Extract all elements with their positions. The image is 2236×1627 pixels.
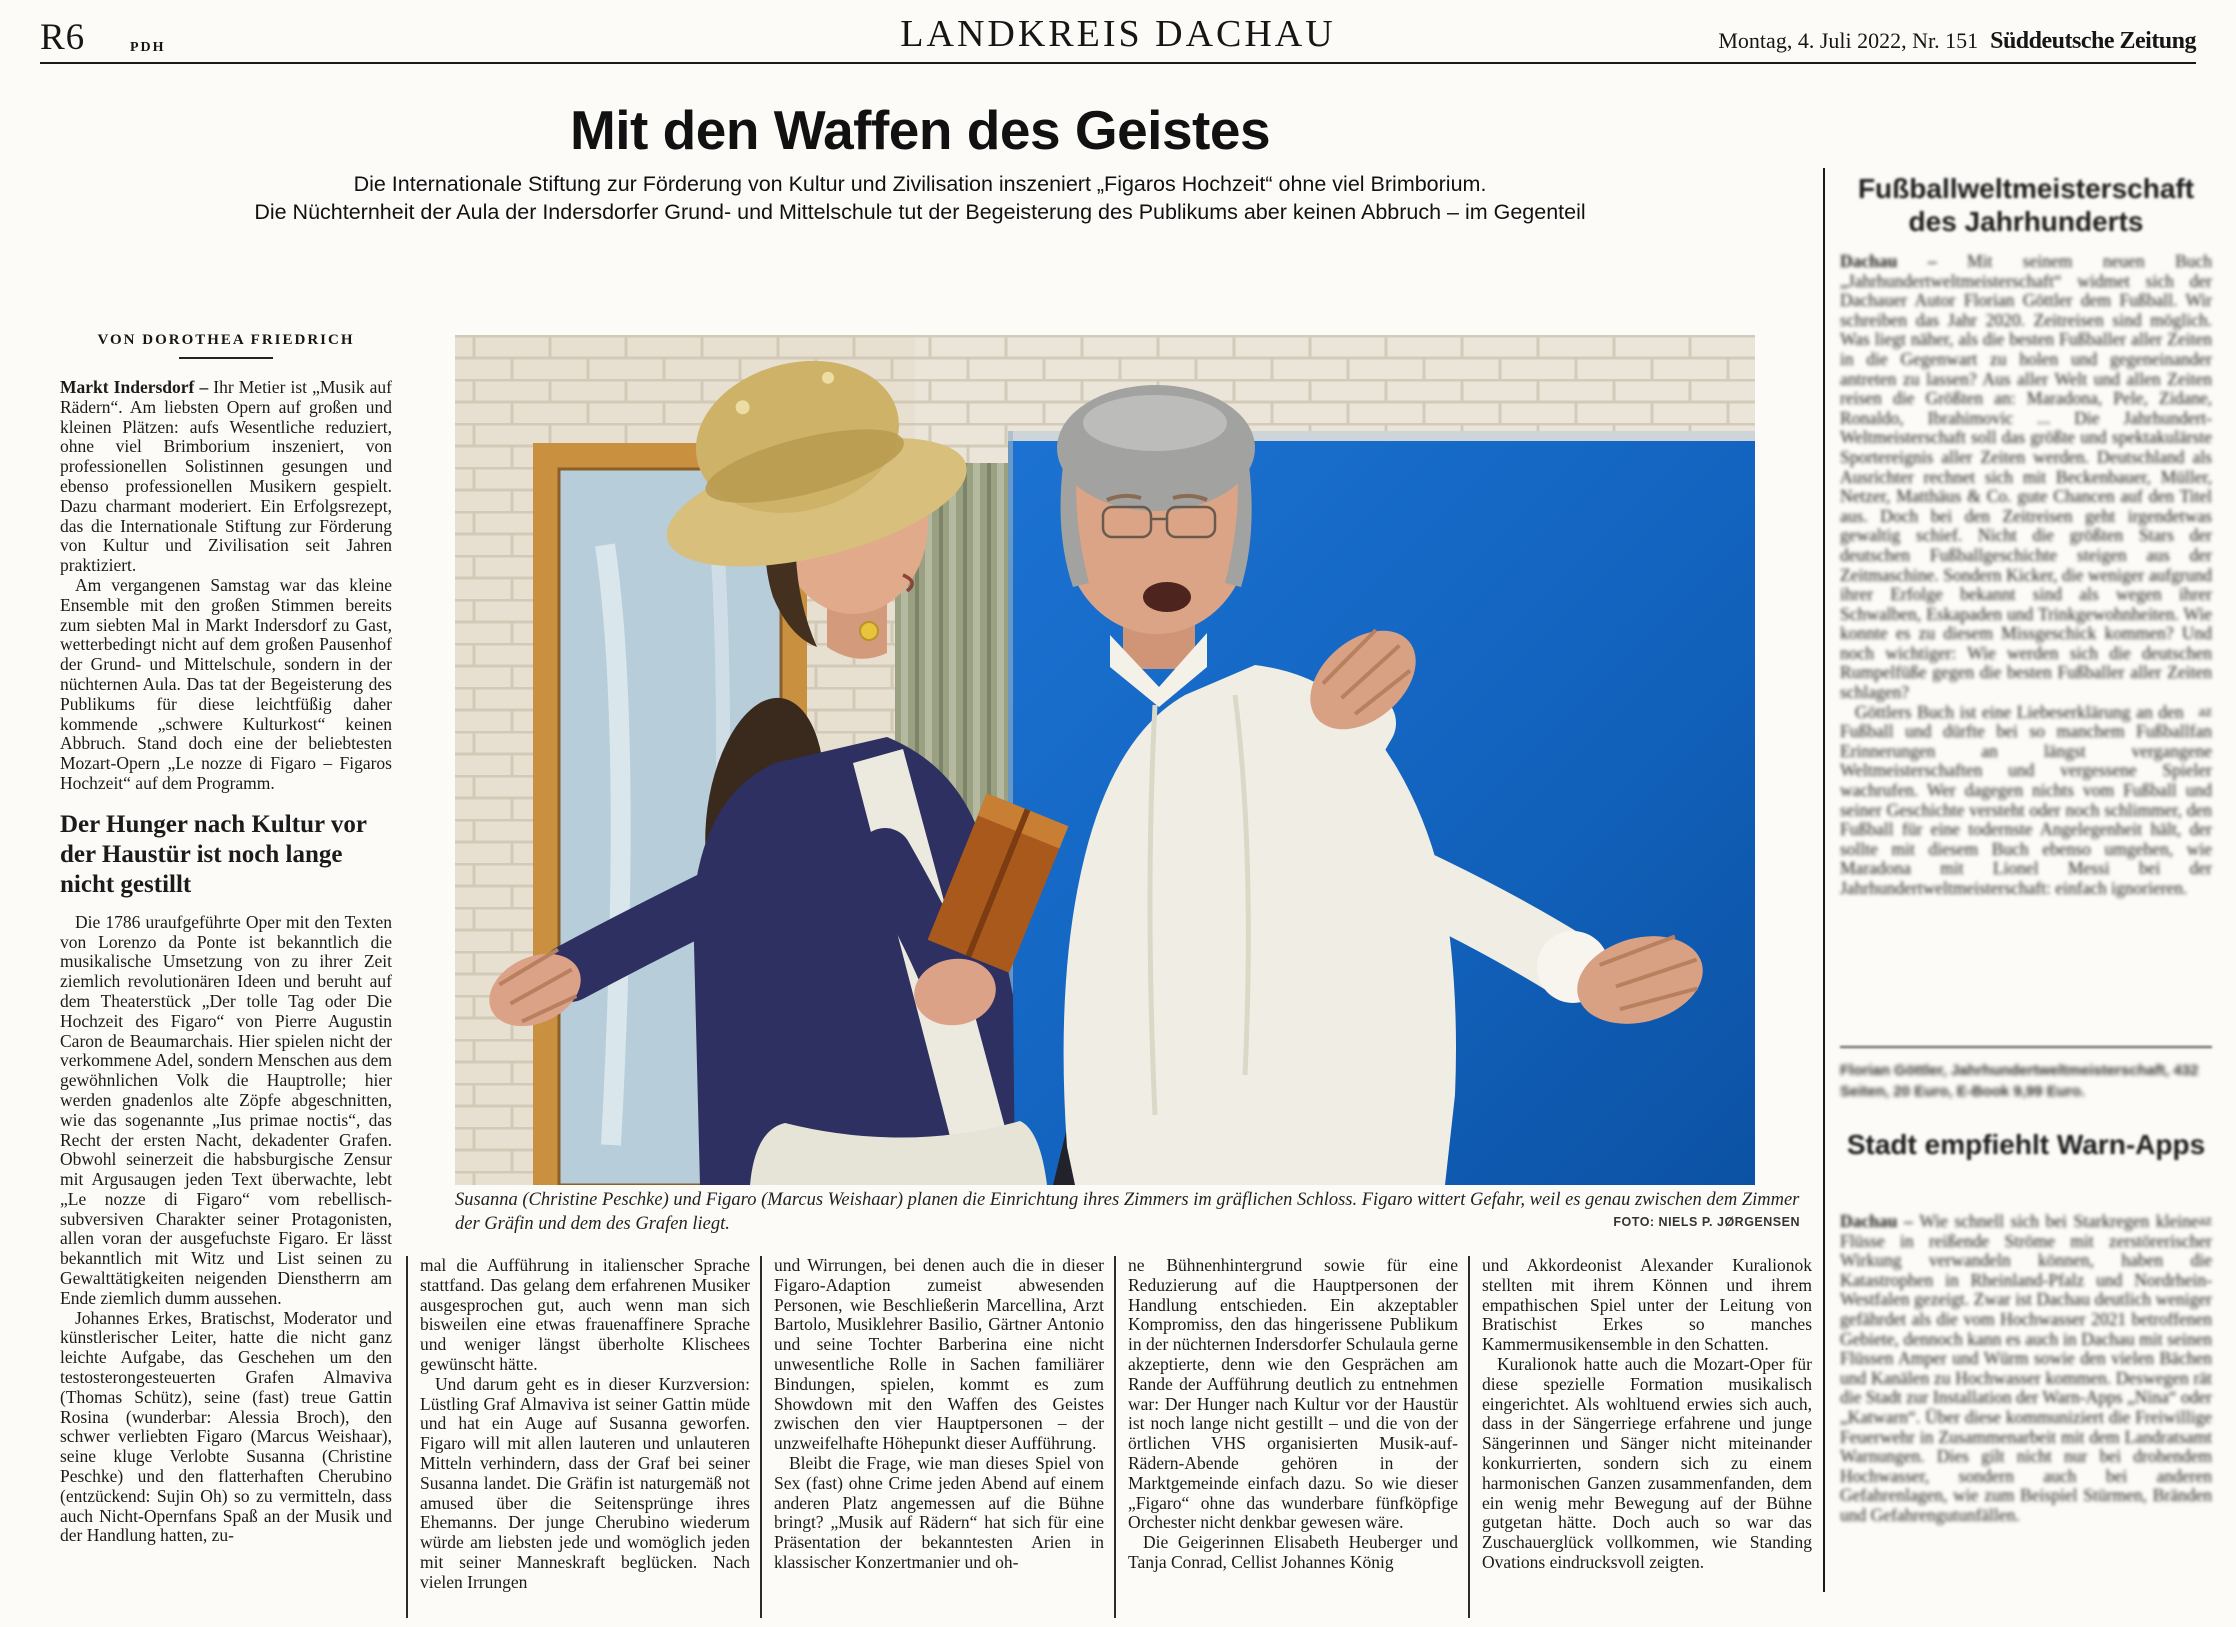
paragraph-text: Wie schnell sich bei Starkregen kleine Flüsse in reißende Ströme mit zerstörerischer Wirkung verwandeln können, haben die Katastrophen in Rheinland-Pfalz und Nordrhein-Westfalen gezeigt. Zwar ist Dachau deutlich weniger gefährdet als die vom Hochwasser 2021 betroffenen Gebiete, dennoch kann es auch in Dachau mit seinen Flüssen Amper und Würm sowie den vielen Bächen und Kanälen zu Hochwasser kommen. Deswegen rät die Stadt zur Installation der Warn-Apps „Nina“ oder „Katwarn“. Über diese kommuniziert die Freiwillige Feuerwehr in Zusammenarbeit mit dem Landratsamt Warnungen. Dies gilt nicht nur bei drohendem Hochwasser, sondern auch bei anderen Gefahrenlagen, wie zum Beispiel Stürmen, Bränden und Gefahrengutunfällen. xyxy=(1840,1212,2212,1525)
dateline-lead-in: Markt Indersdorf – xyxy=(60,378,214,397)
author-initials: az xyxy=(2198,1213,2212,1229)
body-paragraph: Kuralionok hatte auch die Mozart-Oper für diese spezielle Formation musikalisch eingerichtet. Als wohltuend erwies sich auch, dass in der Sängerriege erfahrene und junge Sängerinnen und Sänger nicht miteinander konkurrierten, sondern sich zu einem harmonischen Ganzen zusammenfanden, dem ein wenig mehr Bewegung auf der Bühne gutgetan hätte. Doch auch so war das Zuschauerglück vollkommen, wie Standing Ovations eindrucksvoll zeigten. xyxy=(1482,1353,1812,1572)
book-info: Florian Göttler, Jahrhundertweltmeisterschaft, 432 Seiten, 20 Euro, E-Book 9,99 Euro. xyxy=(1840,1062,2199,1100)
dateline-lead-in: Dachau – xyxy=(1840,252,1968,271)
header-rule xyxy=(40,62,2196,64)
sidebar-divider xyxy=(1823,168,1825,1592)
column-divider xyxy=(760,1256,762,1618)
byline-rule xyxy=(179,357,273,359)
dateline-lead-in: Dachau – xyxy=(1840,1212,1920,1231)
body-paragraph: Johannes Erkes, Bratischst, Moderator und künstlerischer Leiter, hatte die nicht ganz leichte Aufgabe, das Geschehen um den testosterongesteuerten Grafen Almaviva (Thomas Schütz), seine (fast) treue Gattin Rosina (wunderbar: Alessia Broch), den schwer verliebten Figaro (Marcus Weishaar), seine kluge Verlobte Susanna (Christine Peschke) und den flatterhaften Cherubino (entzückend: Sujin Oh) so zu vermitteln, dass auch Nicht-Opernfans Spaß an der Musik und der Handlung hatten, zu- xyxy=(60,1307,392,1546)
page-number: R6 xyxy=(40,17,86,58)
body-paragraph: Und darum geht es in dieser Kurzversion: Lüstling Graf Almaviva ist seiner Gattin müde und hat ein Auge auf Susanna geworfen. Figaro will mit allen lauteren und unlauteren Mitteln verhindern, dass der Graf bei seiner Susanna landet. Die Gräfin ist naturgemäß not amused über die Seitensprünge ihres Ehemanns. Der junge Cherubino wiederum würde am liebsten jede und womöglich jeden mit seiner Manneskraft beglücken. Nach vielen Irrungen xyxy=(420,1373,750,1592)
byline: VON DOROTHEA FRIEDRICH xyxy=(97,332,355,348)
crosshead: Der Hunger nach Kultur vor der Haustür ist noch lange nicht gestillt xyxy=(60,810,367,898)
article-subheadline xyxy=(40,170,1800,226)
sidebar-headline-football: Fußballweltmeisterschaft des Jahrhunderts xyxy=(1857,173,2195,237)
body-paragraph: mal die Aufführung in italienscher Sprache stattfand. Das gelang dem erfahrenen Musiker ausgesprochen gut, auch wenn man sich bisweilen eine etwas frauenaffinere Sprache und weniger längst überholte Klischees gewünscht hätte. xyxy=(420,1256,750,1374)
date-text: Montag, 4. Juli 2022, Nr. 151 xyxy=(1718,28,1979,53)
author-initials: az xyxy=(2198,703,2212,720)
sidebar-article-warnapps xyxy=(1840,1212,2212,1604)
sidebar-headline-warnapps: Stadt empfiehlt Warn-Apps xyxy=(1846,1129,2206,1160)
paragraph-text: Mit seinem neuen Buch „Jahrhundertweltmeisterschaft“ widmet sich der Dachauer Autor Florian Göttler dem Fußball. Wir schreiben das Jahr 2020. Zeitreisen sind möglich. Was liegt näher, als die besten Fußballer aller Zeiten in die Gegenwart zu holen und gegeneinander antreten zu lassen? Aus aller Welt und allen Zeiten reisen die Größten an: Maradona, Pele, Zidane, Ronaldo, Ibrahimovic ... Die Jahrhundert-Weltmeisterschaft soll das größte und spektakulärste Sportereignis aller Zeiten werden. Deutschland als Ausrichter rechnet sich mit Beckenbauer, Müller, Netzer, Matthäus & Co. gute Chancen auf den Titel aus. Doch bei den Zeitreisen geht irgendetwas gewaltig schief. Nicht die größten Stars der deutschen Fußballgeschichte steigen aus der Zeitmaschine. Sondern Kicker, die weniger aufgrund ihrer Erfolge bekannt sind als wegen ihrer Schwalben, Eskapaden und Trinkgewohnheiten. Wie konnte es zu diesem Missgeschick kommen? Und noch wichtiger: Wie werden sich die deutschen Rumpelfüße gegen die besten Fußballer aller Zeiten schlagen? xyxy=(1840,252,2212,703)
article-photo xyxy=(455,335,1755,1185)
body-paragraph: Am vergangenen Samstag war das kleine Ensemble mit den großen Stimmen bereits zum siebten Mal in Markt Indersdorf zu Gast, wetterbedingt nicht auf dem großen Pausenhof der Grund- und Mittelschule, sondern in der nüchternen Aula. Das tat der Begeisterung des Publikums für diese leichtfüßig daher kommende „schwere Kulturkost“ keinen Abbruch. Stand doch eine der beliebtesten Mozart-Opern „Le nozze di Figaro – Figaros Hochzeit“ auf dem Programm. xyxy=(60,574,392,793)
body-paragraph: und Akkordeonist Alexander Kuralionok stellten mit ihrem Können und ihrem empathischen Spiel unter der Leitung von Bratischist Erkes so manches Kammermusikensemble in den Schatten. xyxy=(1482,1256,1812,1355)
column-divider xyxy=(406,1256,408,1618)
body-paragraph: Die 1786 uraufgeführte Oper mit den Texten von Lorenzo da Ponte ist bekanntlich die musikalische Umsetzung von zu ihrer Zeit ziemlich revolutionären Ideen und beruht auf dem Theaterstück „Der tolle Tag oder Die Hochzeit des Figaro“ von Pierre Augustin Caron de Beaumarchais. Hier spielen nicht der verkommene Adel, sondern Menschen aus dem gewöhnlichen Volk die Hauptrolle; hier werden gnadenlos alte Zöpfe abgeschnitten, wie das sogenannte „Ius primae noctis“, das Recht der ersten Nacht, dekadenter Grafen. Obwohl seinerzeit die habsburgische Zensur mit Argusaugen jeden Text überwachte, lebt „Le nozze di Figaro“ vom rebellisch-subversiven Charakter seiner Protagonisten, allen voran der ausgefuchste Figaro. Er lässt bekanntlich mit Witz und List seinen zu Gewalttätigkeiten neigenden Dienstherrn am Ende ziemlich dumm aussehen. xyxy=(60,911,392,1308)
byline-block xyxy=(60,332,392,359)
article-column-5 xyxy=(1482,1256,1812,1624)
edition-code: PDH xyxy=(130,40,166,55)
body-paragraph xyxy=(1840,703,2212,899)
article-headline: Mit den Waffen des Geistes xyxy=(569,99,1271,161)
body-paragraph xyxy=(1840,252,2212,703)
photo-caption xyxy=(455,1189,1800,1236)
body-paragraph: Bleibt die Frage, wie man dieses Spiel von Sex (fast) ohne Crime jeden Abend auf einem anderen Platz angemessen auf die Bühne bringt? „Musik auf Rädern“ hat sich für eine Präsentation der bekanntesten Arien in klassischer Konzertmanier und oh- xyxy=(774,1452,1104,1572)
column-divider xyxy=(1114,1256,1116,1618)
body-paragraph: ne Bühnenhintergrund sowie für eine Reduzierung auf die Hauptpersonen der Handlung entschieden. Ein akzeptabler Kompromiss, den das hingerissene Publikum in der nüchternen Indersdorfer Schulaula gerne akzeptierte, denn wie den Gesprächen am Rande der Aufführung deutlich zu entnehmen war: Der Hunger nach Kultur vor der Haustür ist noch lange nicht gestillt – und die von der örtlichen VHS organisierten Musik-auf-Rädern-Abende gehören in der Marktgemeinde einfach dazu. So wie dieser „Figaro“ ohne das wunderbare fünfköpfige Orchester nicht denkbar gewesen wäre. xyxy=(1128,1256,1458,1533)
masthead-logo: Süddeutsche Zeitung xyxy=(1990,28,2196,54)
caption-text: Susanna (Christine Peschke) und Figaro (Marcus Weishaar) planen die Einrichtung ihres Zimmers im gräflichen Schloss. Figaro wittert Gefahr, weil es genau zwischen dem Zimmer der Gräfin und dem des Grafen liegt. xyxy=(455,1190,1800,1234)
column-divider xyxy=(1468,1256,1470,1618)
body-paragraph: und Wirrungen, bei denen auch die in dieser Figaro-Adaption zumeist abwesenden Personen, wie Beschließerin Marcellina, Arzt Bartolo, Musiklehrer Basilio, Gärtner Antonio und seine Tochter Barberina eine nicht unwesentliche Rolle in Sachen familiärer Bindungen, spielen, kommt es zum Showdown mit den Waffen des Geistes zwischen den vier Hauptpersonen – der unzweifelhafte Höhepunkt dieser Aufführung. xyxy=(774,1256,1104,1454)
body-paragraph xyxy=(60,378,392,576)
body-paragraph xyxy=(1840,1212,2212,1526)
sidebar-book-rule xyxy=(1840,1046,2212,1048)
body-paragraph: Die Geigerinnen Elisabeth Heuberger und Tanja Conrad, Cellist Johannes König xyxy=(1128,1532,1458,1572)
section-title: LANDKREIS DACHAU xyxy=(900,13,1336,55)
article-column-4 xyxy=(1128,1256,1458,1624)
subheadline-line1: Die Internationale Stiftung zur Förderung von Kultur und Zivilisation inszeniert „Figaros Hochzeit“ ohne viel Brimborium. xyxy=(353,172,1487,196)
date-line xyxy=(1718,28,2196,55)
paragraph-text: Göttlers Buch ist eine Liebeserklärung an den Fußball und dürfte bei so manchem Fußballfan Erinnerungen an längst vergangene Weltmeisterschaften und vergessene Spieler wachrufen. Wer dagegen nichts vom Fußball und seiner Geschichte versteht oder noch schlimmer, den Fußball für eine todernste Angelegenheit hält, der sollte mit diesem Buch ebenso umgehen, wie Maradona mit Lionel Messi bei der Jahrhundertweltmeisterschaft: einfach ignorieren. xyxy=(1840,701,2212,898)
article-column-1 xyxy=(60,378,392,1624)
subheadline-line2: Die Nüchternheit der Aula der Indersdorfer Grund- und Mittelschule tut der Begeisterung des Publikums aber keinen Abbruch – im Gegenteil xyxy=(254,200,1586,224)
photo-illustration xyxy=(455,335,1755,1185)
article-column-2 xyxy=(420,1256,750,1624)
article-column-3 xyxy=(774,1256,1104,1624)
paragraph-text: Ihr Metier ist „Musik auf Rädern“. Am liebsten Opern auf großen und kleinen Plätzen: aufs Wesentliche reduziert, ohne viel Brimborium inszeniert, von professionellen Solistinnen gesungen und ebenso professionellen Musikern gespielt. Dazu charmant moderiert. Ein Erfolgsrezept, das die Internationale Stiftung zur Förderung von Kultur und Zivilisation seit Jahren praktiziert. xyxy=(60,378,392,576)
sidebar-article-football xyxy=(1840,252,2212,1042)
photo-credit: FOTO: NIELS P. JØRGENSEN xyxy=(1613,1214,1800,1229)
